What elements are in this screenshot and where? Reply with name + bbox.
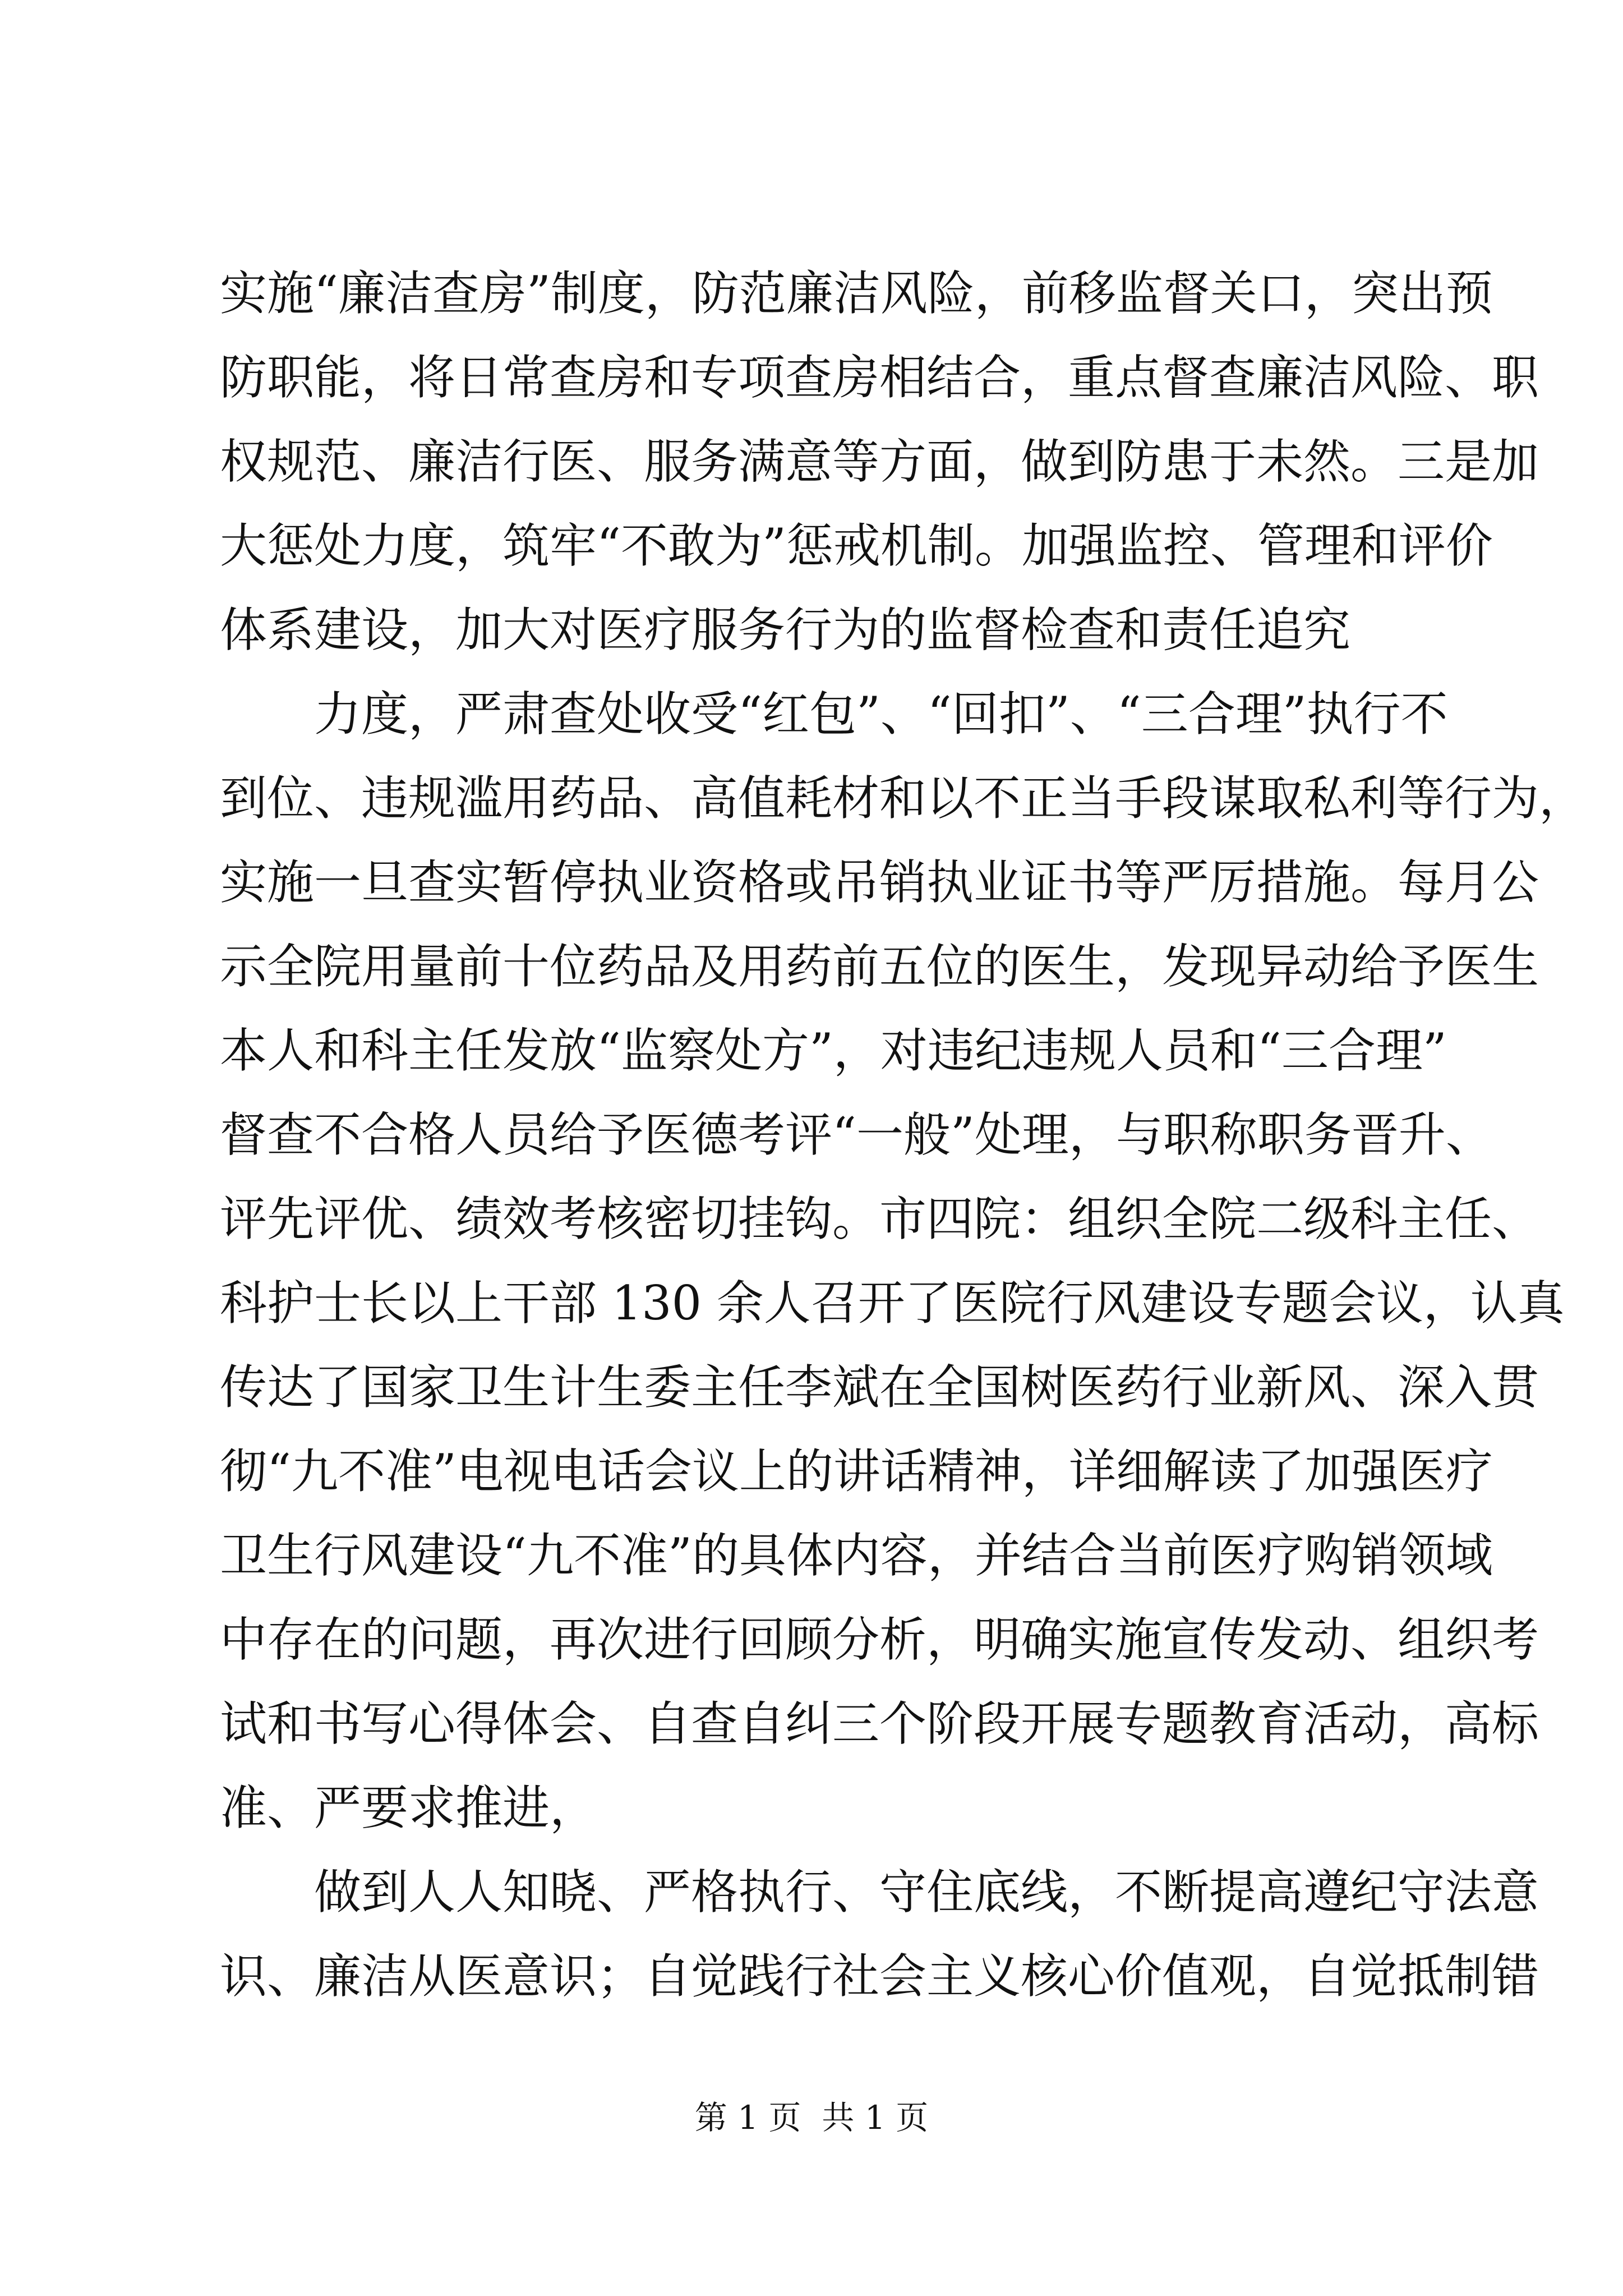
text-line: 科护士长以上干部 130 余人召开了医院行风建设专题会议，认真 — [220, 1276, 1565, 1331]
text-line: 大惩处力度，筑牢“不敢为”惩戒机制。加强监控、管理和评价 — [220, 518, 1493, 573]
text-line: 试和书写心得体会、自查自纠三个阶段开展专题教育活动，高标 — [220, 1696, 1539, 1751]
text-line: 实施“廉洁查房”制度，防范廉洁风险，前移监督关口，突出预 — [220, 266, 1493, 321]
text-line: 示全院用量前十位药品及用药前五位的医生，发现异动给予医生 — [220, 939, 1539, 994]
text-line: 防职能，将日常查房和专项查房相结合，重点督查廉洁风险、职 — [220, 350, 1539, 405]
text-line: 准、严要求推进， — [220, 1780, 597, 1835]
text-line: 中存在的问题，再次进行回顾分析，明确实施宣传发动、组织考 — [220, 1612, 1539, 1667]
text-line: 评先评优、绩效考核密切挂钩。市四院：组织全院二级科主任、 — [220, 1191, 1539, 1246]
text-line: 体系建设，加大对医疗服务行为的监督检查和责任追究 — [220, 602, 1351, 657]
page-footer: 第 1 页 共 1 页 — [694, 2099, 929, 2137]
text-line: 传达了国家卫生计生委主任李斌在全国树医药行业新风、深入贯 — [220, 1360, 1539, 1415]
document-body — [220, 251, 1587, 2018]
text-line: 彻“九不准”电视电话会议上的讲话精神，详细解读了加强医疗 — [220, 1444, 1493, 1499]
text-line: 做到人人知晓、严格执行、守住底线，不断提高遵纪守法意 — [220, 1865, 1539, 1920]
text-line: 识、廉洁从医意识；自觉践行社会主义核心价值观，自觉抵制错 — [220, 1949, 1539, 2004]
text-line: 力度，严肃查处收受“红包”、“回扣”、“三合理”执行不 — [220, 687, 1448, 742]
text-line: 实施一旦查实暂停执业资格或吊销执业证书等严厉措施。每月公 — [220, 855, 1539, 910]
text-line: 督查不合格人员给予医德考评“一般”处理，与职称职务晋升、 — [220, 1107, 1493, 1162]
text-line: 权规范、廉洁行医、服务满意等方面，做到防患于未然。三是加 — [220, 434, 1539, 489]
text-line: 卫生行风建设“九不准”的具体内容，并结合当前医疗购销领域 — [220, 1528, 1493, 1583]
text-line: 到位、违规滥用药品、高值耗材和以不正当手段谋取私利等行为， — [220, 771, 1587, 826]
text-line: 本人和科主任发放“监察处方”，对违纪违规人员和“三合理” — [220, 1023, 1447, 1078]
